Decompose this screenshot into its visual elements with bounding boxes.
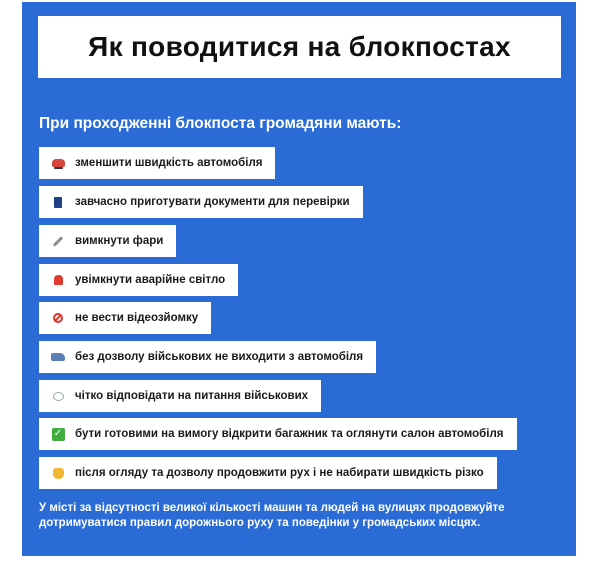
poster [22,2,576,556]
rule-text: не вести відеозйомку [75,312,199,324]
rule-item-continue-driving [39,457,497,489]
siren-icon [49,275,67,285]
speech-bubble-icon [49,392,67,401]
subtitle: При проходженні блокпоста громадяни мають: [39,115,402,132]
thumbs-up-icon [49,468,67,479]
rule-text: вимкнути фари [75,235,164,247]
rule-item-reduce-speed [39,147,275,179]
check-mark-icon: ✓ [49,428,67,441]
rule-item-headlights-off [39,225,176,257]
rule-text: після огляду та дозволу продовжити рух і не набирати швидкість різко [75,467,484,479]
rule-text: чітко відповідати на питання військових [75,390,309,402]
page-title: Як поводитися на блокпостах [88,31,511,62]
rule-text: завчасно приготувати документи для перевірки [75,196,350,208]
rule-item-stay-in-car [39,341,376,373]
rule-text: зменшити швидкість автомобіля [75,157,263,169]
truck-icon [49,353,67,361]
rule-item-answer-clearly [39,380,321,412]
rule-item-hazard-lights [39,264,238,296]
no-entry-icon [49,313,67,323]
rule-text: увімкнути аварійне світло [75,274,226,286]
passport-icon [49,197,67,208]
rule-item-no-video [39,302,211,334]
title-box [38,16,561,78]
car-icon [49,159,67,167]
rule-item-open-trunk [39,418,517,450]
rule-item-prepare-documents [39,186,363,218]
rule-text: бути готовими на вимогу відкрити багажник та оглянути салон автомобіля [75,428,504,440]
rule-text: без дозволу військових не виходити з автомобіля [75,351,364,363]
footer-note: У місті за відсутності великої кількості машин та людей на вулицях продовжуйте дотримуватися правил дорожнього руху та поведінки у громадських місцях. [39,502,505,529]
flashlight-icon [49,240,67,243]
